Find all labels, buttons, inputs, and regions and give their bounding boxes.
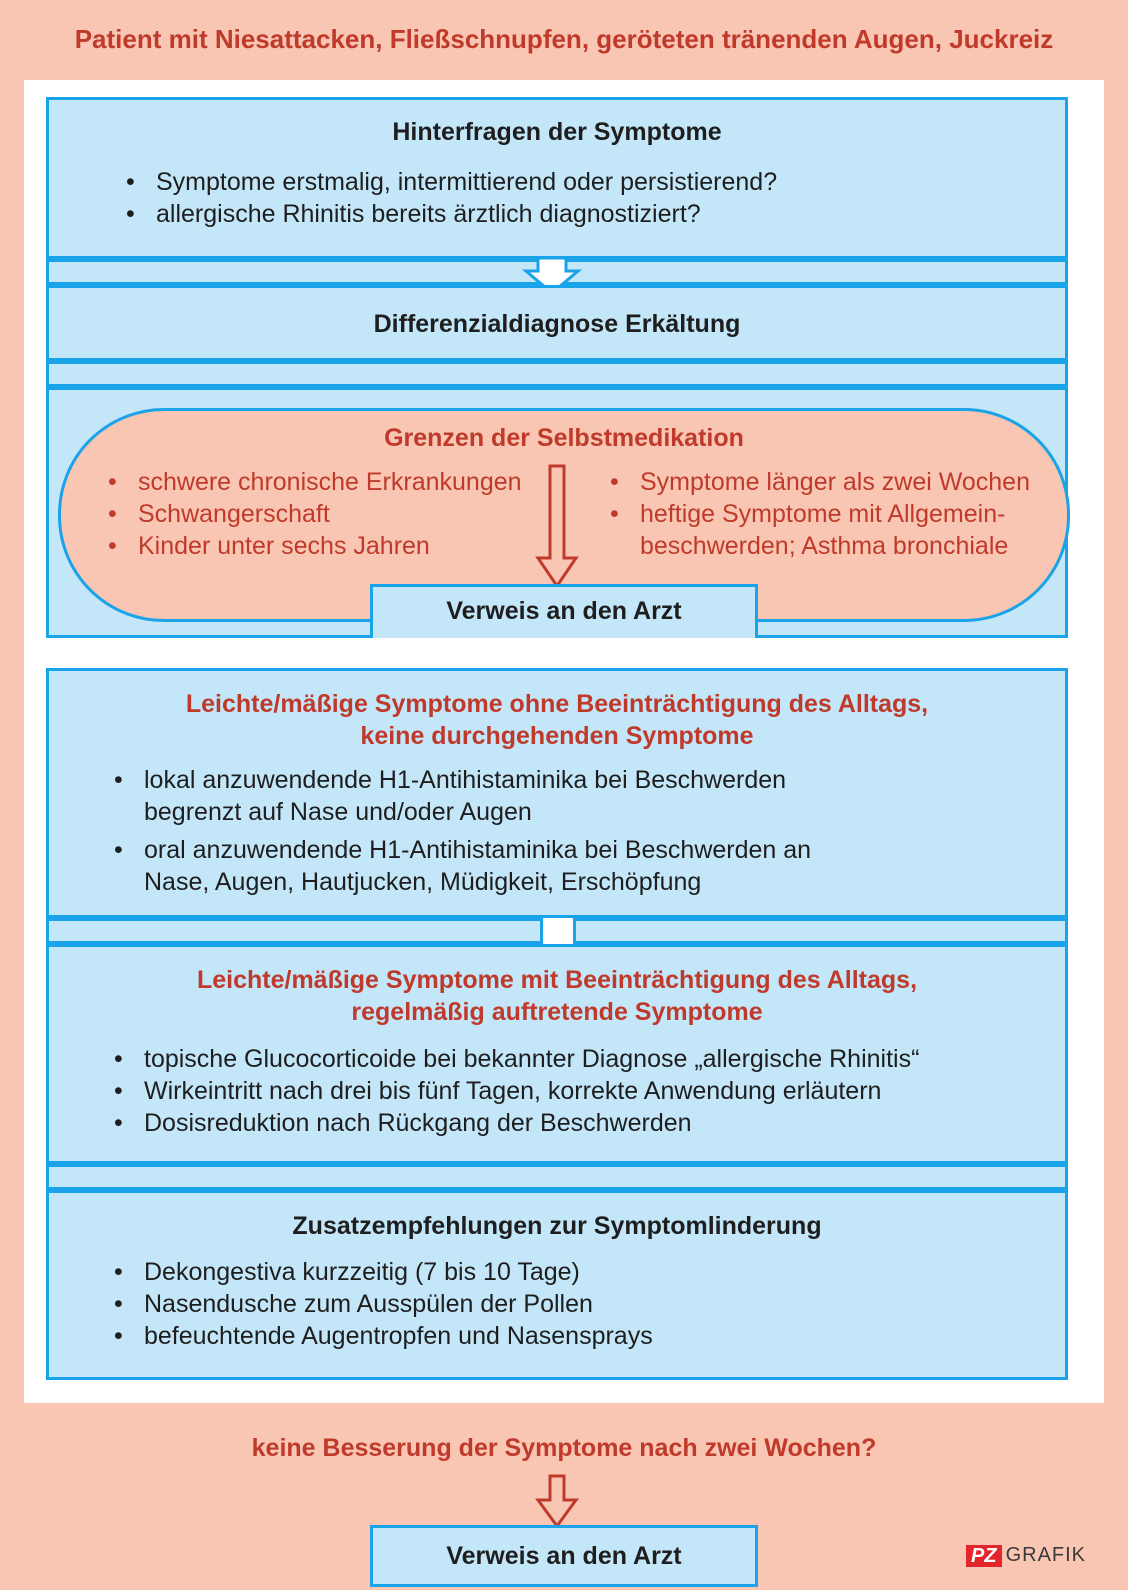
limits-right-list: [608, 466, 1048, 562]
mild-no-impairment-title: [49, 688, 1065, 752]
title-line: Leichte/mäßige Symptome mit Beeinträchtigung des Alltags,: [196, 966, 918, 994]
down-arrow-icon: [520, 1476, 600, 1528]
connector-strip: [573, 918, 1068, 944]
list-item: • schwere chronische Erkrankungen: [106, 466, 536, 498]
referral-tab: [370, 584, 758, 638]
list-item: • topische Glucocorticoide bei bekannter Diagnose „allergische Rhinitis“: [112, 1043, 1052, 1075]
additional-list: [112, 1256, 1032, 1352]
symptom-check-box: [46, 97, 1068, 259]
list-item: • Dekongestiva kurzzeitig (7 bis 10 Tage): [112, 1256, 1032, 1288]
symptom-check-list: [124, 166, 1044, 230]
mild-with-impairment-list: [112, 1043, 1052, 1139]
mild-no-impairment-box: [46, 668, 1068, 918]
mild-with-impairment-title: [49, 964, 1065, 1028]
differential-box: [46, 285, 1068, 361]
limits-left-list: [106, 466, 536, 562]
list-item: • oral anzuwendende H1-Antihistaminika bei Beschwerden an Nase, Augen, Hautjucken, Müdigkeit, Erschöpfung: [112, 834, 832, 898]
differential-title: Differenzialdiagnose Erkältung: [373, 310, 741, 338]
list-item: • heftige Symptome mit Allgemein-beschwerden; Asthma bronchiale: [608, 498, 1048, 562]
list-item: • lokal anzuwendende H1-Antihistaminika bei Beschwerden begrenzt auf Nase und/oder Augen: [112, 764, 832, 828]
connector-strip: [46, 1164, 1068, 1190]
final-referral-label: Verweis an den Arzt: [446, 1542, 682, 1570]
down-arrow-icon: [520, 466, 600, 590]
list-item: • Kinder unter sechs Jahren: [106, 530, 536, 562]
title-line: keine durchgehenden Symptome: [360, 722, 754, 750]
list-item: • allergische Rhinitis bereits ärztlich diagnostiziert?: [124, 198, 1044, 230]
pz-grafik-logo: [966, 1544, 1116, 1570]
symptom-check-title: Hinterfragen der Symptome: [392, 118, 722, 146]
header-text: Patient mit Niesattacken, Fließschnupfen, geröteten tränenden Augen, Juckreiz: [74, 24, 1054, 54]
logo-brand: PZ: [966, 1545, 1002, 1567]
mild-with-impairment-box: [46, 944, 1068, 1164]
logo-label: GRAFIK: [1005, 1544, 1087, 1567]
title-line: regelmäßig auftretende Symptome: [351, 998, 763, 1026]
final-referral-box: [370, 1525, 758, 1587]
connector-strip: [46, 918, 543, 944]
connector-strip: [46, 361, 1068, 387]
footer-question: keine Besserung der Symptome nach zwei Wochen?: [251, 1434, 877, 1462]
limits-title: Grenzen der Selbstmedikation: [384, 424, 744, 452]
title-line: Leichte/mäßige Symptome ohne Beeinträchtigung des Alltags,: [185, 690, 929, 718]
list-item: • Symptome erstmalig, intermittierend oder persistierend?: [124, 166, 1044, 198]
mild-no-impairment-list: [112, 764, 832, 904]
list-item: • Nasendusche zum Ausspülen der Pollen: [112, 1288, 1032, 1320]
additional-title: Zusatzempfehlungen zur Symptomlinderung: [292, 1212, 822, 1240]
referral-label: Verweis an den Arzt: [446, 597, 682, 625]
list-item: • Schwangerschaft: [106, 498, 536, 530]
list-item: • befeuchtende Augentropfen und Nasensprays: [112, 1320, 1032, 1352]
list-item: • Dosisreduktion nach Rückgang der Beschwerden: [112, 1107, 1052, 1139]
additional-box: [46, 1190, 1068, 1380]
list-item: • Wirkeintritt nach drei bis fünf Tagen, korrekte Anwendung erläutern: [112, 1075, 1052, 1107]
list-item: • Symptome länger als zwei Wochen: [608, 466, 1048, 498]
